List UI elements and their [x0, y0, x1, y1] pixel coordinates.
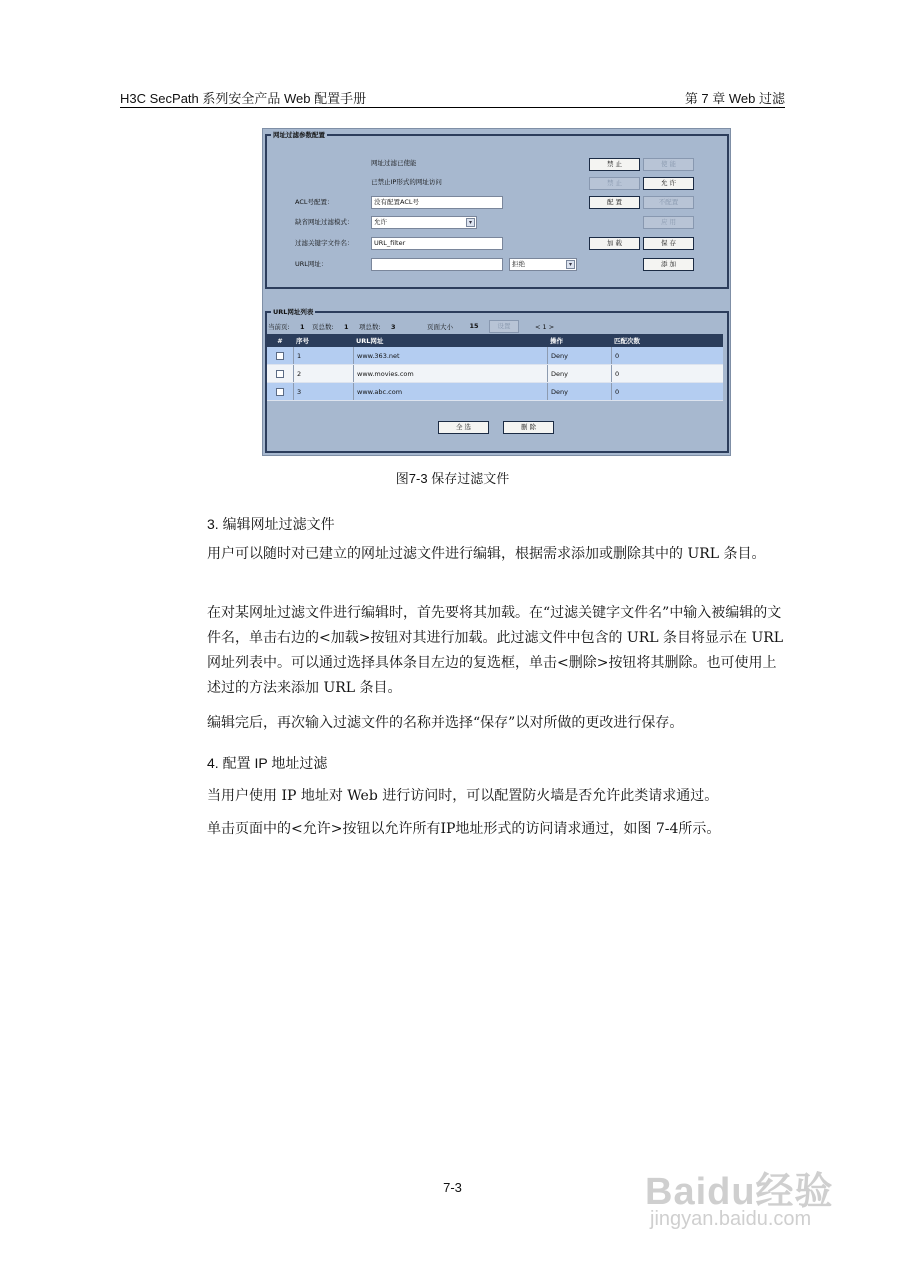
url-label: URL网址： [295, 260, 328, 268]
row-action: Deny [547, 383, 611, 400]
section-4-paragraph-2: 单击页面中的<允许>按钮以允许所有IP地址形式的访问请求通过，如图 7-4所示。 [207, 821, 721, 837]
acl-config-button[interactable]: 配 置 [589, 196, 640, 209]
allow-ip-button[interactable]: 允 许 [643, 177, 694, 190]
page-size-input[interactable]: 15 [461, 320, 487, 333]
acl-input[interactable]: 没有配置ACL号 [371, 196, 503, 209]
row-index: 1 [293, 347, 353, 364]
total-pages-value: 1 [344, 323, 349, 331]
select-all-button[interactable]: 全 选 [438, 421, 489, 434]
col-hits-header: 匹配次数 [614, 337, 640, 345]
section-4-heading: 4. 配置 IP 地址过滤 [207, 755, 328, 771]
section-4-paragraph-1: 当用户使用 IP 地址对 Web 进行访问时，可以配置防火墙是否允许此类请求通过。 [207, 788, 719, 804]
row-url: www.movies.com [353, 365, 547, 382]
section-3-paragraph-2: 在对某网址过滤文件进行编辑时，首先要将其加载。在“过滤关键字文件名”中输入被编辑的文件名，单击右边的<加载>按钮对其进行加载。此过滤文件中包含的 URL 条目将显示在 URL 网址列表中。可以通过选择具体条目左边的复选框，单击<删除>按钮将其删除。也可使用上述过的方法来添加 URL 条目。 [207, 605, 784, 696]
filter-file-label: 过滤关键字文件名： [295, 239, 354, 247]
row-hits: 0 [611, 347, 723, 364]
header-manual-title: H3C SecPath 系列安全产品 Web 配置手册 [120, 91, 367, 106]
col-select-header: # [277, 336, 283, 345]
default-mode-value: 允许 [374, 218, 387, 226]
save-button[interactable]: 保 存 [643, 237, 694, 250]
default-mode-select[interactable] [371, 216, 477, 229]
table-header-row [267, 334, 723, 347]
param-config-title: 网址过滤参数配置 [273, 131, 325, 139]
watermark-brand: Baidu经验 [645, 1171, 834, 1213]
param-config-fieldset [265, 131, 729, 289]
running-header [120, 88, 785, 108]
current-page-value: 1 [300, 323, 305, 331]
page-size-label: 页面大小 [427, 323, 453, 331]
row-checkbox[interactable] [276, 352, 284, 360]
url-list-title: URL网址列表 [273, 308, 314, 316]
url-input[interactable] [371, 258, 503, 271]
row-hits: 0 [611, 383, 723, 400]
current-page-label: 当前页: [268, 323, 290, 331]
row-action: Deny [547, 365, 611, 382]
block-ip-button[interactable]: 禁 止 [589, 177, 640, 190]
url-action-select[interactable] [509, 258, 577, 271]
apply-button[interactable]: 应 用 [643, 216, 694, 229]
header-chapter-title: 第 7 章 Web 过滤 [684, 91, 785, 106]
figure-caption: 图7-3 保存过滤文件 [395, 471, 510, 486]
row-index: 3 [293, 383, 353, 400]
delete-button[interactable]: 删 除 [503, 421, 554, 434]
set-page-size-button[interactable]: 设置 [489, 320, 519, 333]
col-url-header: URL网址 [356, 337, 384, 345]
total-pages-label: 页总数: [312, 323, 334, 331]
table-row [267, 347, 723, 365]
chevron-down-icon: ▾ [566, 260, 575, 269]
disable-url-filter-button[interactable]: 禁 止 [589, 158, 640, 171]
chevron-down-icon: ▾ [466, 218, 475, 227]
section-3-paragraph-3: 编辑完后，再次输入过滤文件的名称并选择“保存”以对所做的更改进行保存。 [207, 715, 684, 731]
enable-url-filter-button[interactable]: 使 能 [643, 158, 694, 171]
row-url: www.abc.com [353, 383, 547, 400]
figure-screenshot [262, 128, 731, 456]
row-checkbox[interactable] [276, 388, 284, 396]
row-url: www.363.net [353, 347, 547, 364]
section-3-heading: 3. 编辑网址过滤文件 [207, 516, 335, 532]
acl-label: ACL号配置： [295, 198, 334, 206]
status-ip-blocked: 已禁止IP形式的网址访问 [371, 178, 442, 186]
row-index: 2 [293, 365, 353, 382]
add-url-button[interactable]: 添 加 [643, 258, 694, 271]
watermark-url: jingyan.baidu.com [650, 1208, 812, 1230]
section-3-paragraph-1: 用户可以随时对已建立的网址过滤文件进行编辑，根据需求添加或删除其中的 URL 条目。 [207, 546, 766, 562]
pager-nav[interactable]: < 1 > [535, 323, 555, 331]
status-url-filter-enabled: 网址过滤已使能 [371, 159, 417, 167]
table-row [267, 365, 723, 383]
total-items-label: 项总数: [359, 323, 381, 331]
col-action-header: 操作 [550, 337, 563, 345]
row-action: Deny [547, 347, 611, 364]
acl-unconfig-button[interactable]: 不配置 [643, 196, 694, 209]
col-index-header: 序号 [296, 337, 309, 345]
row-checkbox[interactable] [276, 370, 284, 378]
total-items-value: 3 [391, 323, 396, 331]
load-button[interactable]: 加 载 [589, 237, 640, 250]
table-row [267, 383, 723, 401]
default-mode-label: 缺省网址过滤模式： [295, 218, 354, 226]
url-action-value: 拒绝 [512, 260, 525, 268]
row-hits: 0 [611, 365, 723, 382]
page-number: 7-3 [443, 1180, 462, 1195]
filter-file-input[interactable]: URL_filter [371, 237, 503, 250]
